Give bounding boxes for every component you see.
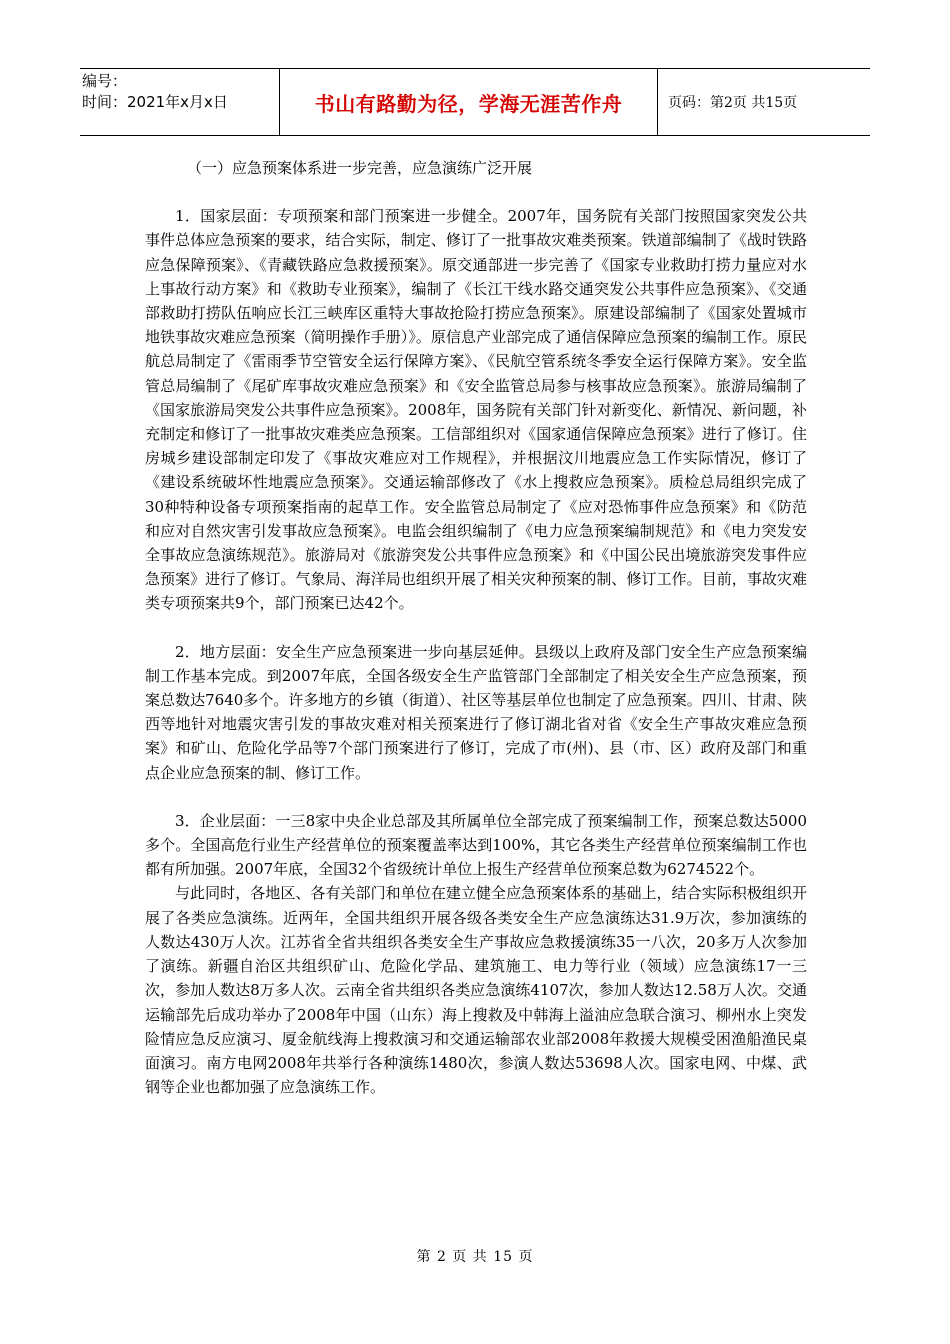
section-subtitle: （一）应急预案体系进一步完善，应急演练广泛开展 xyxy=(187,159,533,177)
motto: 书山有路勤为径，学海无涯苦作舟 xyxy=(314,91,623,116)
page-info: 页码：第2页 共15页 xyxy=(668,95,798,111)
time-label: 时间：2021年x月x日 xyxy=(82,93,228,111)
document-body xyxy=(145,156,807,1099)
header-left-cell xyxy=(80,69,280,135)
paragraph-drills: 与此同时，各地区、各有关部门和单位在建立健全应急预案体系的基础上，结合实际积极组织开展了各类应急演练。近两年，全国共组织开展各级各类安全生产应急演练达31.9万次，参加演练的人数达430万人次。江苏省全省共组织各类安全生产事故应急救援演练35一八次，20多万人次参加了演练。新疆自治区共组织矿山、危险化学品、建筑施工、电力等行业（领域）应急演练17一三次，参加人数达8万多人次。云南全省共组织各类应急演练4107次，参加人数达12.58万人次。交通运输部先后成功举办了2008年中国（山东）海上搜救及中韩海上溢油应急联合演习、柳州水上突发险情应急反应演习、厦金航线海上搜救演习和交通运输部农业部2008年救援大规模受困渔船渔民桌面演习。南方电网2008年共举行各种演练1480次，参演人数达53698人次。国家电网、中煤、武钢等企业也都加强了应急演练工作。 xyxy=(145,884,807,1097)
header-motto-cell xyxy=(280,69,658,135)
paragraph-enterprise: 3．企业层面：一三8家中央企业总部及其所属单位全部完成了预案编制工作，预案总数达5000多个。全国高危行业生产经营单位的预案覆盖率达到100%，其它各类生产经营单位预案编制工作也都有所加强。2007年底，全国32个省级统计单位上报生产经营单位预案总数为6274522个。 xyxy=(145,811,807,879)
header-page-cell xyxy=(658,69,870,135)
number-label: 编号： xyxy=(82,72,128,90)
paragraph-national: 1．国家层面：专项预案和部门预案进一步健全。2007年，国务院有关部门按照国家突发公共事件总体应急预案的要求，结合实际，制定、修订了一批事故灾难类预案。铁道部编制了《战时铁路应急保障预案》、《青藏铁路应急救援预案》。原交通部进一步完善了《国家专业救助打捞力量应对水上事故行动方案》和《救助专业预案》，编制了《长江干线水路交通突发公共事件应急预案》、《交通部救助打捞队伍响应长江三峡库区重特大事故抢险打捞应急预案》。原建设部编制了《国家处置城市地铁事故灾难应急预案（简明操作手册）》。原信息产业部完成了通信保障应急预案的编制工作。原民航总局制定了《雷雨季节空管安全运行保障方案》、《民航空管系统冬季安全运行保障方案》。安全监管总局编制了《尾矿库事故灾难应急预案》和《安全监管总局参与核事故应急预案》。旅游局编制了《国家旅游局突发公共事件应急预案》。2008年，国务院有关部门针对新变化、新情况、新问题，补充制定和修订了一批事故灾难类应急预案。工信部组织对《国家通信保障应急预案》进行了修订。住房城乡建设部制定印发了《事故灾难应对工作规程》，并根据汶川地震应急工作实际情况，修订了《建设系统破坏性地震应急预案》。交通运输部修改了《水上搜救应急预案》。质检总局组织完成了30种特种设备专项预案指南的起草工作。安全监管总局制定了《应对恐怖事件应急预案》和《防范和应对自然灾害引发事故应急预案》。电监会组织编制了《电力应急预案编制规范》和《电力突发安全事故应急演练规范》。旅游局对《旅游突发公共事件应急预案》和《中国公民出境旅游突发事件应急预案》进行了修订。气象局、海洋局也组织开展了相关灾种预案的制、修订工作。目前，事故灾难类专项预案共9个，部门预案已达42个。 xyxy=(145,207,807,613)
paragraph-local: 2．地方层面：安全生产应急预案进一步向基层延伸。县级以上政府及部门安全生产应急预案编制工作基本完成。到2007年底，全国各级安全生产监管部门全部制定了相关安全生产应急预案，预案总数达7640多个。许多地方的乡镇（街道）、社区等基层单位也制定了应急预案。四川、甘肃、陕西等地针对地震灾害引发的事故灾难对相关预案进行了修订湖北省对省《安全生产事故灾难应急预案》和矿山、危险化学品等7个部门预案进行了修订，完成了市(州)、县（市、区）政府及部门和重点企业应急预案的制、修订工作。 xyxy=(145,642,807,782)
page-header xyxy=(80,68,870,136)
page-footer: 第 2 页 共 15 页 xyxy=(416,1249,534,1265)
